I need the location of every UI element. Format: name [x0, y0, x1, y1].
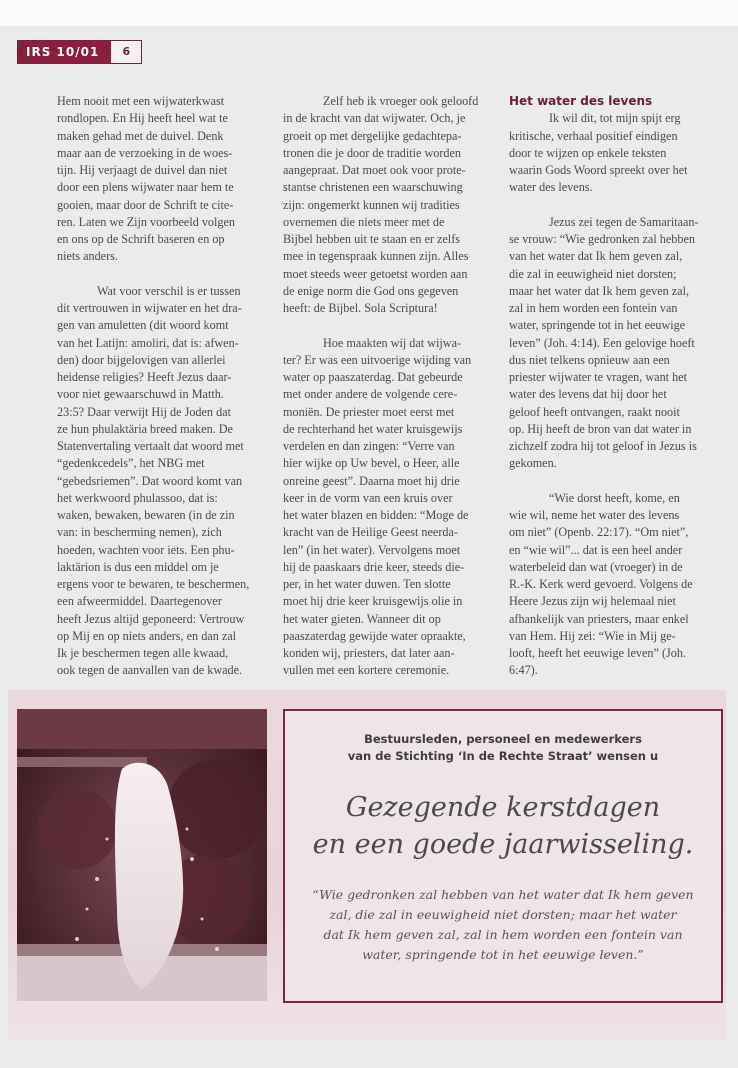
text-line: zal in hem worden een fontein van: [509, 301, 678, 315]
paragraph: [283, 335, 478, 680]
text-line: een afweermiddel. Daartegenover: [57, 594, 222, 609]
paragraph: [509, 110, 699, 196]
text-line: kracht van de Heilige Geest neerda-: [283, 525, 458, 540]
text-line: door een plens wijwater naar hem te: [57, 180, 234, 195]
text-line: van Hem. Hij zei: “Wie in Mij ge-: [509, 628, 676, 643]
text-line: het werkwoord phulassoo, dat is:: [57, 490, 218, 505]
text-line: tijn. Hij verjaagt de duivel dan niet: [57, 163, 228, 177]
greeting-line: Gezegende kerstdagen: [345, 792, 661, 823]
text-line: heeft: de Bijbel. Sola Scriptura!: [283, 301, 438, 315]
greeting-card: [283, 709, 723, 1003]
bible-quote: [285, 885, 721, 965]
text-line: en “wie wil”... dat is een heel ander: [509, 542, 683, 557]
greeting-sender: [285, 731, 721, 765]
text-line: van: in bescherming nemen), zich: [57, 525, 222, 540]
text-line: moet hij drie keer kruisgewijs olie in: [283, 594, 463, 609]
text-line: ook tegen de aanvallen van de kwade.: [57, 663, 243, 678]
text-line: dus niet telkens opnieuw aan een: [509, 352, 670, 367]
text-line: geloof heeft ontvangen, raakt nooit: [509, 404, 680, 419]
sender-line: Bestuursleden, personeel en medewerkers: [364, 732, 642, 746]
text-line: hij de paaskaars drie keer, steeds die-: [283, 559, 465, 574]
top-margin: [0, 0, 738, 26]
article-column-3: [509, 93, 699, 680]
text-line: R.-K. Kerk werd gevoerd. Volgens de: [509, 577, 693, 591]
text-line: door te wijzen op enkele teksten: [509, 145, 667, 160]
paragraph-gap: [509, 473, 699, 490]
text-line: heidense religies? Heeft Jezus daar-: [57, 370, 232, 384]
text-line: wie wil, neme het water des levens: [509, 508, 680, 522]
text-line: overnemen die niets meer met de: [283, 214, 445, 229]
sender-line: van de Stichting ‘In de Rechte Straat’ wensen u: [347, 749, 659, 763]
text-line: “gedenkcedels”, het NBG met: [57, 456, 205, 471]
text-line: Hem nooit met een wijwaterkwast: [57, 94, 225, 108]
quote-line: water, springende tot in het eeuwige leven.”: [362, 947, 644, 962]
paragraph: [283, 93, 478, 317]
text-line: hoeden, wachten voor iets. Een phu-: [57, 542, 235, 557]
text-line: waken, bewaken, bewaren (in de zin: [57, 508, 235, 522]
text-line: se vrouw: “Wie gedronken zal hebben: [509, 232, 695, 246]
text-line: Hoe maakten wij dat wijwa-: [323, 335, 462, 350]
text-line: Jezus zei tegen de Samaritaan-: [549, 214, 699, 229]
text-line: moniën. De priester moet eerst met: [283, 404, 455, 419]
paragraph: [57, 283, 249, 680]
text-line: “Wie dorst heeft, kome, en: [549, 490, 680, 505]
text-line: len” (in het water). Vervolgens moet: [283, 542, 461, 557]
text-line: moet steeds weer getoetst worden aan: [283, 266, 468, 281]
text-line: per, in het water duwen. Ten slotte: [283, 577, 451, 591]
article-column-2: [283, 93, 478, 680]
fountain-image: [17, 709, 267, 1001]
text-line: keer in de vorm van een kruis over: [283, 490, 453, 505]
text-line: op Mij en op niets anders, en dan zal: [57, 628, 237, 643]
text-line: zichzelf zodra hij tot geloof in Jezus is: [509, 439, 697, 453]
text-line: priester wijwater te vragen, want het: [509, 370, 687, 384]
text-line: aangepraat. Dat moet ook voor prote-: [283, 163, 466, 177]
quote-line: “Wie gedronken zal hebben van het water dat Ik hem geven: [312, 887, 694, 902]
text-line: met onder andere de volgende cere-: [283, 387, 458, 402]
text-line: niets anders.: [57, 249, 118, 264]
text-line: groeit op met dergelijke gedachtepa-: [283, 128, 462, 143]
text-line: de enige norm die God ons gegeven: [283, 283, 459, 298]
text-line: Wat voor verschil is er tussen: [97, 283, 241, 298]
text-line: water des levens.: [509, 180, 593, 195]
greeting-title: [285, 789, 721, 863]
page-number: 6: [111, 41, 141, 63]
text-line: verdelen en dan zingen: “Verre van: [283, 439, 455, 453]
issue-label: IRS 10/01: [18, 41, 111, 63]
text-line: vullen met een kortere ceremonie.: [283, 663, 450, 678]
text-line: ergens voor te bewaren, te beschermen,: [57, 577, 250, 591]
text-line: leven” (Joh. 4:14). Een gelovige hoeft: [509, 335, 695, 350]
text-line: van het Latijn: amoliri, dat is: afwen-: [57, 335, 239, 350]
article-column-1: [57, 93, 249, 680]
text-line: konden wij, priesters, dat later aan-: [283, 646, 455, 660]
text-line: het water blazen en bidden: “Moge de: [283, 508, 469, 522]
text-line: den) door bijgelovigen van allerlei: [57, 352, 226, 367]
paragraph: [509, 490, 699, 680]
text-line: gen van amuletten (dit woord komt: [57, 318, 229, 333]
text-line: waarin Gods Woord spreekt over het: [509, 163, 688, 177]
paragraph-gap: [57, 266, 249, 283]
text-line: Zelf heb ik vroeger ook geloofd: [323, 94, 479, 108]
text-line: tronen die je door de traditie worden: [283, 145, 462, 160]
text-line: gekomen.: [509, 456, 557, 471]
paragraph-gap: [283, 317, 478, 334]
text-line: mee in tegenspraak kunnen zijn. Alles: [283, 249, 469, 264]
text-line: ter? Er was een uitvoerige wijding van: [283, 352, 472, 367]
quote-line: zal, die zal in eeuwigheid niet dorsten; maar het water: [329, 907, 677, 922]
text-line: rondlopen. En Hij heeft heel wat te: [57, 111, 228, 126]
text-line: in de kracht van dat wijwater. Och, je: [283, 111, 466, 126]
text-line: maken gehad met de duivel. Denk: [57, 128, 224, 143]
text-line: Statenvertaling vertaalt dat woord met: [57, 439, 244, 453]
text-line: waterbeleid dan wat (vroeger) in de: [509, 559, 683, 574]
text-line: dit vertrouwen in wijwater en het dra-: [57, 301, 242, 315]
text-line: Ik je beschermen tegen alle kwaad,: [57, 646, 229, 660]
text-line: maar het water dat Ik hem geven zal,: [509, 283, 690, 298]
greeting-line: en een goede jaarwisseling.: [312, 829, 694, 860]
text-line: die zal in eeuwigheid niet dorsten;: [509, 266, 677, 281]
text-line: water op paaszaterdag. Dat gebeurde: [283, 370, 463, 384]
text-line: laktärion is dus een middel om je: [57, 559, 219, 574]
text-line: hier wijke op Uw bevel, o Heer, alle: [283, 456, 460, 471]
paragraph: [57, 93, 249, 266]
paragraph-gap: [509, 197, 699, 214]
text-line: Bijbel hebben uit te staan en er zelfs: [283, 232, 460, 246]
section-heading: Het water des levens: [509, 94, 653, 108]
text-line: Heere Jezus zijn wij helemaal niet: [509, 594, 676, 609]
text-line: de rechterhand het water kruisgewijs: [283, 421, 463, 436]
text-line: 23:5? Daar verwijt Hij de Joden dat: [57, 404, 231, 419]
text-line: water, springende tot in het eeuwige: [509, 318, 686, 333]
text-line: Ik wil dit, tot mijn spijt erg: [549, 111, 681, 126]
text-line: afhankelijk van priesters, maar enkel: [509, 611, 689, 626]
fountain-photo: [17, 709, 267, 1001]
text-line: onreine geest”. Daarna moet hij drie: [283, 473, 460, 488]
quote-line: dat Ik hem geven zal, zal in hem worden een fontein van: [323, 927, 683, 942]
text-line: het water gieten. Wanneer dit op: [283, 611, 441, 626]
text-line: van het water dat Ik hem geven zal,: [509, 249, 683, 264]
text-line: paaszaterdag gewijde water opraakte,: [283, 628, 466, 643]
text-line: gooien, maar door de Schrift te cite-: [57, 197, 234, 212]
text-line: ze hun phulaktäria breed maken. De: [57, 421, 233, 436]
text-line: voor niet gewaarschuwd in Matth.: [57, 387, 224, 402]
paragraph: [509, 214, 699, 473]
text-line: water des levens dat hij door het: [509, 387, 667, 402]
text-line: en ons op de Schrift baseren en op: [57, 232, 225, 246]
text-line: heeft Jezus altijd geponeerd: Vertrouw: [57, 611, 245, 626]
text-line: om niet” (Openb. 22:17). “Om niet”,: [509, 525, 689, 540]
text-line: stantse christenen een waarschuwing: [283, 180, 463, 195]
text-line: kritische, verhaal positief eindigen: [509, 128, 678, 143]
text-line: looft, heeft het eeuwige leven” (Joh.: [509, 646, 686, 660]
text-line: 6:47).: [509, 663, 538, 678]
text-line: op. Hij heeft de bron van dat water in: [509, 421, 692, 436]
issue-badge: [17, 40, 142, 64]
text-line: maar aan de verzoeking in de woes-: [57, 145, 233, 160]
text-line: zijn: ongemerkt kunnen wij tradities: [283, 197, 460, 212]
text-line: “gebedsriemen”. Dat woord komt van: [57, 473, 243, 488]
text-line: ren. Laten we Zijn voorbeeld volgen: [57, 214, 236, 229]
